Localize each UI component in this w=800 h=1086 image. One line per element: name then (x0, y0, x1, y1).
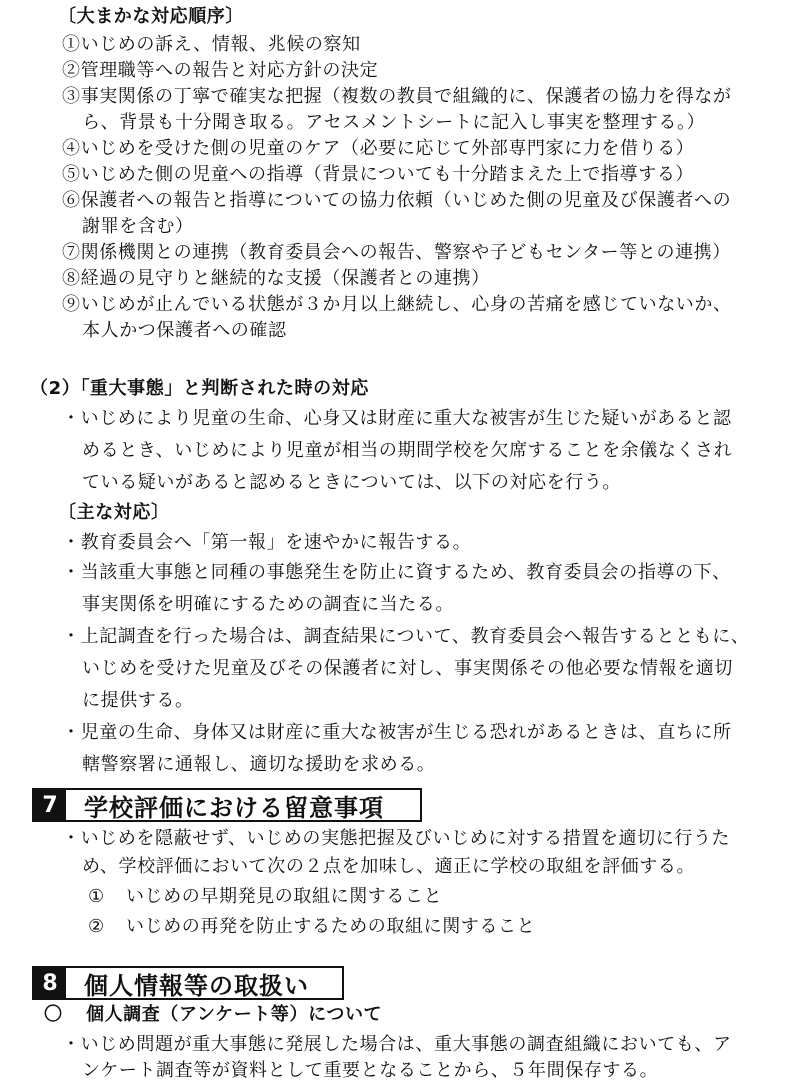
order-item: 謝罪を含む） (82, 216, 194, 237)
order-item: ①いじめの訴え、情報、兆候の察知 (62, 34, 361, 55)
point-mark: ① (88, 886, 105, 907)
section-number: 8 (34, 968, 66, 998)
main-actions-heading: 〔主な対応〕 (58, 502, 170, 523)
point-mark: ② (88, 916, 105, 937)
serious-line: ている疑いがあると認めるときについては、以下の対応を行う。 (82, 472, 622, 493)
circle-bullet-icon: 〇 (44, 1004, 63, 1025)
serious-heading: （2）「重大事態」と判断された時の対応 (30, 378, 369, 399)
section-8-line: ンケート調査等が資料として重要となることから、５年間保存する。 (82, 1060, 659, 1081)
order-item: ⑨いじめが止んでいる状態が３か月以上継続し、心身の苦痛を感じていないか、 (62, 294, 732, 315)
point-text: いじめの再発を防止するための取組に関すること (126, 916, 536, 937)
action-line: に提供する。 (82, 690, 194, 711)
survey-heading: 個人調査（アンケート等）について (86, 1004, 383, 1025)
action-line: ・上記調査を行った場合は、調査結果について、教育委員会へ報告するとともに、 (62, 626, 750, 647)
serious-line: ・いじめにより児童の生命、心身又は財産に重大な被害が生じた疑いがあると認 (62, 408, 732, 429)
order-item: ②管理職等への報告と対応方針の決定 (62, 60, 379, 81)
point-text: いじめの早期発見の取組に関すること (126, 886, 443, 907)
order-item: ら、背景も十分聞き取る。アセスメントシートに記入し事実を整理する。） (82, 112, 706, 133)
order-item: ⑧経過の見守りと継続的な支援（保護者との連携） (62, 268, 490, 289)
section-title: 学校評価における留意事項 (84, 793, 384, 822)
action-line: ・教育委員会へ「第一報」を速やかに報告する。 (62, 532, 472, 553)
section-7-line: ・いじめを隠蔽せず、いじめの実態把握及びいじめに対する措置を適切に行うた (62, 828, 731, 849)
action-line: ・児童の生命、身体又は財産に重大な被害が生じる恐れがあるときは、直ちに所 (62, 722, 732, 743)
section-number: 7 (34, 790, 66, 820)
action-line: ・当該重大事態と同種の事態発生を防止に資するため、教育委員会の指導の下、 (62, 562, 731, 583)
order-item: ⑥保護者への報告と指導についての協力依頼（いじめた側の児童及び保護者への (62, 190, 732, 211)
section-8-header (32, 966, 344, 1000)
order-heading: 〔大まかな対応順序〕 (58, 6, 244, 27)
order-item: ④いじめを受けた側の児童のケア（必要に応じて外部専門家に力を借りる） (62, 138, 695, 159)
action-line: 轄警察署に通報し、適切な援助を求める。 (82, 754, 436, 775)
order-item: ⑦関係機関との連携（教育委員会への報告、警察や子どもセンター等との連携） (62, 242, 731, 263)
order-item: ⑤いじめた側の児童への指導（背景についても十分踏まえた上で指導する） (62, 164, 695, 185)
action-line: いじめを受けた児童及びその保護者に対し、事実関係その他必要な情報を適切 (82, 658, 733, 679)
serious-line: めるとき、いじめにより児童が相当の期間学校を欠席することを余儀なくされ (82, 440, 733, 461)
section-title: 個人情報等の取扱い (84, 971, 309, 1000)
order-item: 本人かつ保護者への確認 (82, 320, 287, 341)
action-line: 事実関係を明確にするための調査に当たる。 (82, 594, 454, 615)
section-7-line: め、学校評価において次の２点を加味し、適正に学校の取組を評価する。 (82, 856, 696, 877)
section-7-header (32, 788, 422, 822)
section-8-line: ・いじめ問題が重大事態に発展した場合は、重大事態の調査組織においても、ア (62, 1034, 732, 1055)
order-item: ③事実関係の丁寧で確実な把握（複数の教員で組織的に、保護者の協力を得なが (62, 86, 732, 107)
